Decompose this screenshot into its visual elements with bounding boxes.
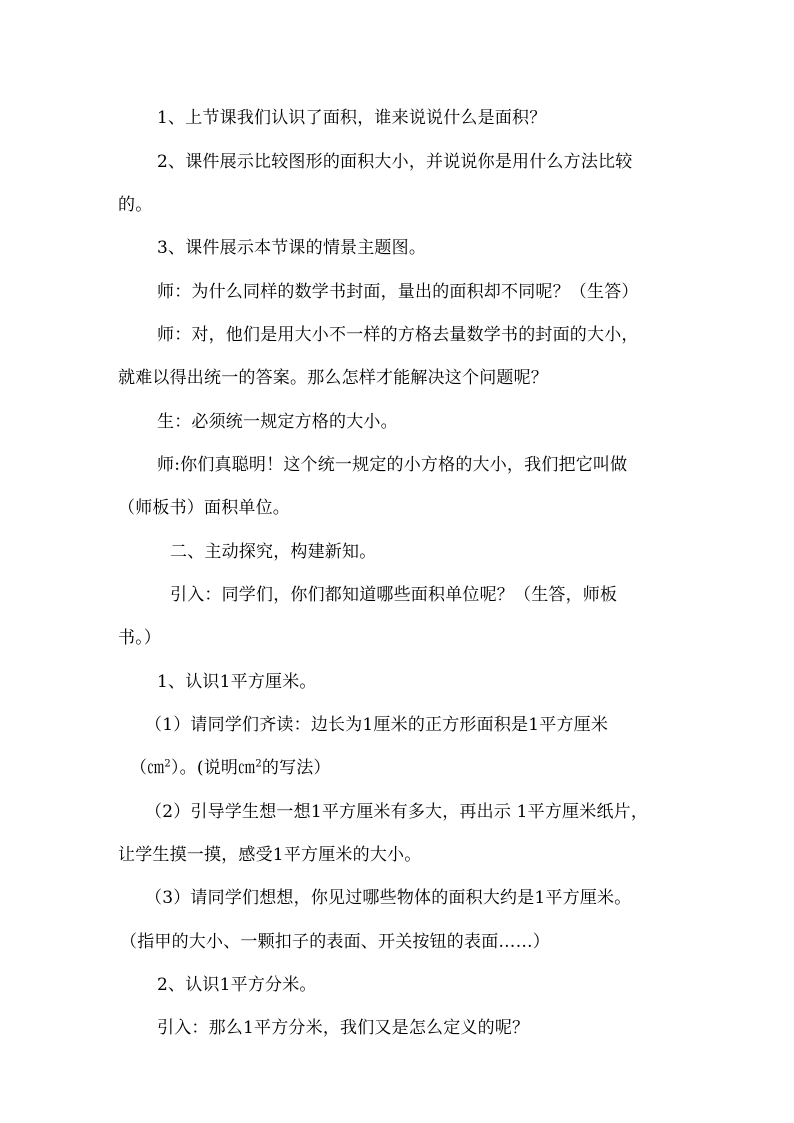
text-line-12: 引入：同学们，你们都知道哪些面积单位呢？（生答，师板 xyxy=(170,585,618,605)
text-fragment-explain: ）。(说明㎝ xyxy=(170,758,256,778)
text-line-10: （师板书）面积单位。 xyxy=(118,498,290,518)
text-line-6: 师：对，他们是用大小不一样的方格去量数学书的封面的大小， xyxy=(157,325,639,345)
text-fragment-cm: （㎝ xyxy=(130,758,165,778)
text-line-4: 3、课件展示本节课的情景主题图。 xyxy=(157,238,427,258)
text-line-1: 1、上节课我们认识了面积，谁来说说什么是面积？ xyxy=(157,108,547,128)
section-heading-2: 二、主动探究，构建新知。 xyxy=(170,542,377,562)
superscript-2-b: 2 xyxy=(255,758,262,770)
text-line-22: 引入：那么1平方分米，我们又是怎么定义的呢？ xyxy=(157,1018,530,1038)
superscript-2-a: 2 xyxy=(164,758,171,770)
text-line-8: 生：必须统一规定方格的大小。 xyxy=(157,412,398,432)
text-line-16 xyxy=(130,756,750,780)
text-line-3: 的。 xyxy=(118,195,153,215)
text-fragment-writing: 的写法） xyxy=(261,758,331,778)
text-line-5: 师：为什么同样的数学书封面，量出的面积却不同呢？（生答） xyxy=(157,282,639,302)
text-line-19: （3）请同学们想想，你见过哪些物体的面积大约是1平方厘米。 xyxy=(145,888,632,908)
text-line-18: 让学生摸一摸，感受1平方厘米的大小。 xyxy=(118,845,422,865)
text-line-7: 就难以得出统一的答案。那么怎样才能解决这个问题呢？ xyxy=(118,368,548,388)
text-line-15: （1）请同学们齐读：边长为1厘米的正方形面积是1平方厘米 xyxy=(145,715,609,735)
text-line-2: 2、课件展示比较图形的面积大小，并说说你是用什么方法比较 xyxy=(157,152,633,172)
text-line-17: （2）引导学生想一想1平方厘米有多大，再出示 1平方厘米纸片， xyxy=(145,802,649,822)
text-line-9: 师:你们真聪明！这个统一规定的小方格的大小，我们把它叫做 xyxy=(157,455,628,475)
text-line-14: 1、认识1平方厘米。 xyxy=(157,672,317,692)
text-line-13: 书。） xyxy=(118,628,162,648)
text-line-21: 2、认识1平方分米。 xyxy=(157,975,317,995)
text-line-20: （指甲的大小、一颗扣子的表面、开关按钮的表面……） xyxy=(120,932,550,952)
